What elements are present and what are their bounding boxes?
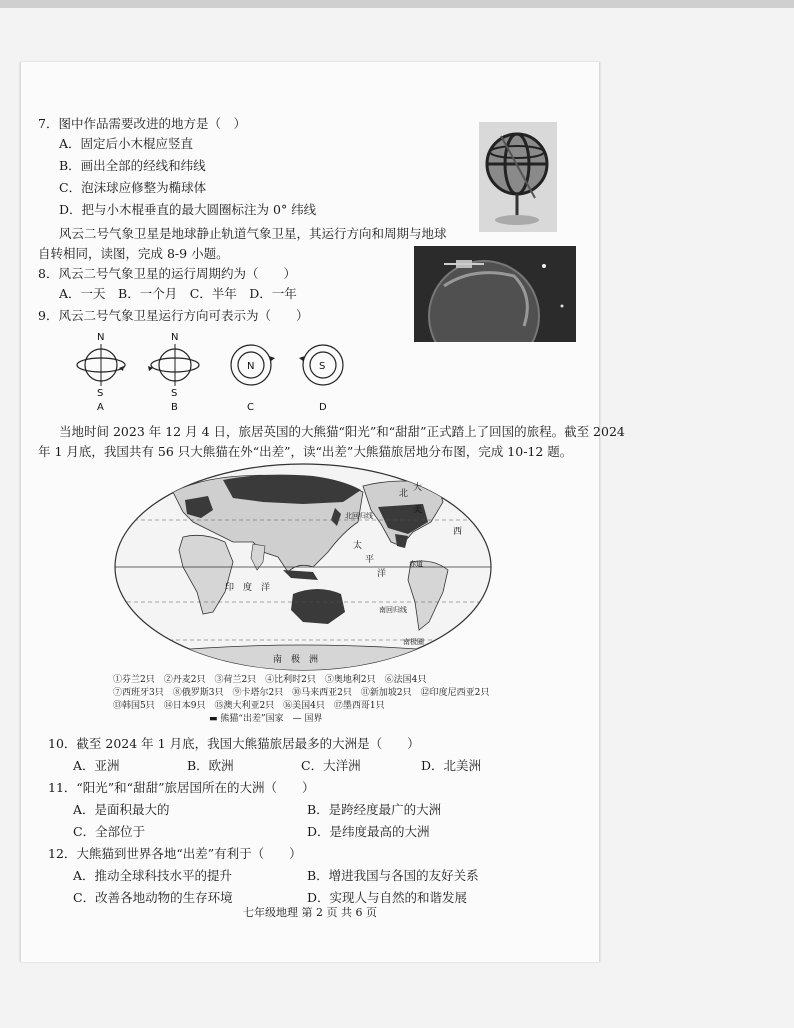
map-legend-row1: ①芬兰2只 ②丹麦2只 ③荷兰2只 ④比利时2只 ⑤奥地利2只 ⑥法国4只 [113,675,427,685]
q11-stem: 11．“阳光”和“甜甜”旅居国所在的大洲（ ） [48,780,315,795]
page-footer: 七年级地理 第 2 页 共 6 页 [243,906,377,919]
intro-8-9-line1: 风云二号气象卫星是地球静止轨道气象卫星，其运行方向和周期与地球 [59,226,447,241]
globe-model-photo [479,122,557,232]
q9-pole-label: N [247,361,255,372]
q10-option-d: D．北美洲 [421,758,482,773]
map-label-antarctica: 南 极 洲 [273,655,319,665]
q9-stem: 9．风云二号气象卫星运行方向可表示为（ ） [38,308,309,323]
q9-pole-label: S [97,388,104,399]
exam-page [20,62,625,962]
q7-option-b: B．画出全部的经线和纬线 [59,158,206,173]
q9-letter-a: A [97,402,104,413]
map-label-tropic-capricorn: 南回归线 [379,606,407,614]
map-label: 度 [243,583,253,593]
q9-letter-c: C [247,402,254,413]
q9-letter-b: B [171,402,178,413]
intro-10-12-line2: 年 1 月底，我国共有 56 只大熊猫在外“出差”，读“出差”大熊猫旅居地分布图，完成 10-12 题。 [38,444,573,459]
q11-option-c: C．全部位于 [73,824,146,839]
map-label: 平 [365,555,375,565]
q7-option-c: C．泡沫球应修整为椭球体 [59,180,207,195]
map-label-antarctic-circle: 南极圈 [403,638,424,646]
map-label: 太 [353,541,363,551]
q7-stem: 7．图中作品需要改进的地方是（ ） [38,116,246,131]
q11-option-b: B．是跨经度最广的大洲 [307,802,442,817]
q9-pole-label: N [97,332,105,343]
q11-option-d: D．是纬度最高的大洲 [307,824,430,839]
map-label: 印 [225,583,235,593]
q8-options: A．一天 B．一个月 C．半年 D．一年 [59,286,297,301]
scan-top-band [0,0,794,8]
map-label: 洋 [261,583,271,593]
q10-option-c: C．大洋洲 [301,758,361,773]
map-label: 西 [453,527,463,537]
q12-option-d: D．实现人与自然的和谐发展 [307,890,468,905]
panda-distribution-map [113,462,493,672]
map-label: 大 [413,483,423,493]
q9-orbit-diagrams [61,330,391,414]
q9-letter-d: D [319,402,327,413]
q12-option-c: C．改善各地动物的生存环境 [73,890,233,905]
q10-option-b: B．欧洲 [187,758,234,773]
map-label: 北 [399,489,409,499]
intro-8-9-line2: 自转相同，读图，完成 8-9 小题。 [38,246,229,261]
q10-stem: 10．截至 2024 年 1 月底，我国大熊猫旅居最多的大洲是（ ） [48,736,420,751]
q12-stem: 12．大熊猫到世界各地“出差”有利于（ ） [48,846,302,861]
satellite-photo [414,246,576,342]
q7-option-d: D．把与小木棍垂直的最大圆圈标注为 0° 纬线 [59,202,317,217]
q7-option-a: A．固定后小木棍应竖直 [59,136,194,151]
intro-10-12-line1: 当地时间 2023 年 12 月 4 日，旅居英国的大熊猫“阳光”和“甜甜”正式踏上了回国的旅程。截至 2024 [59,424,625,439]
map-legend-key: ▬ 熊猫“出差”国家 — 国界 [209,714,323,724]
map-legend-row2: ⑦西班牙3只 ⑧俄罗斯3只 ⑨卡塔尔2只 ⑩马来西亚2只 ⑪新加坡2只 ⑫印度尼西亚2只 [113,688,490,698]
q9-pole-label: S [171,388,178,399]
map-label: 洋 [377,569,387,579]
q12-option-a: A．推动全球科技水平的提升 [73,868,233,883]
q10-option-a: A．亚洲 [73,758,120,773]
q12-option-b: B．增进我国与各国的友好关系 [307,868,479,883]
q8-stem: 8．风云二号气象卫星的运行周期约为（ ） [38,266,296,281]
map-label: 美 [413,505,423,515]
map-legend-row3: ⑬韩国5只 ⑭日本9只 ⑮澳大利亚2只 ⑯美国4只 ⑰墨西哥1只 [113,701,385,711]
q9-pole-label: N [171,332,179,343]
map-label-tropic-cancer: 北回归线 [345,512,373,520]
map-label-equator: 赤道 [409,560,423,568]
q11-option-a: A．是面积最大的 [73,802,170,817]
q9-pole-label: S [319,361,326,372]
